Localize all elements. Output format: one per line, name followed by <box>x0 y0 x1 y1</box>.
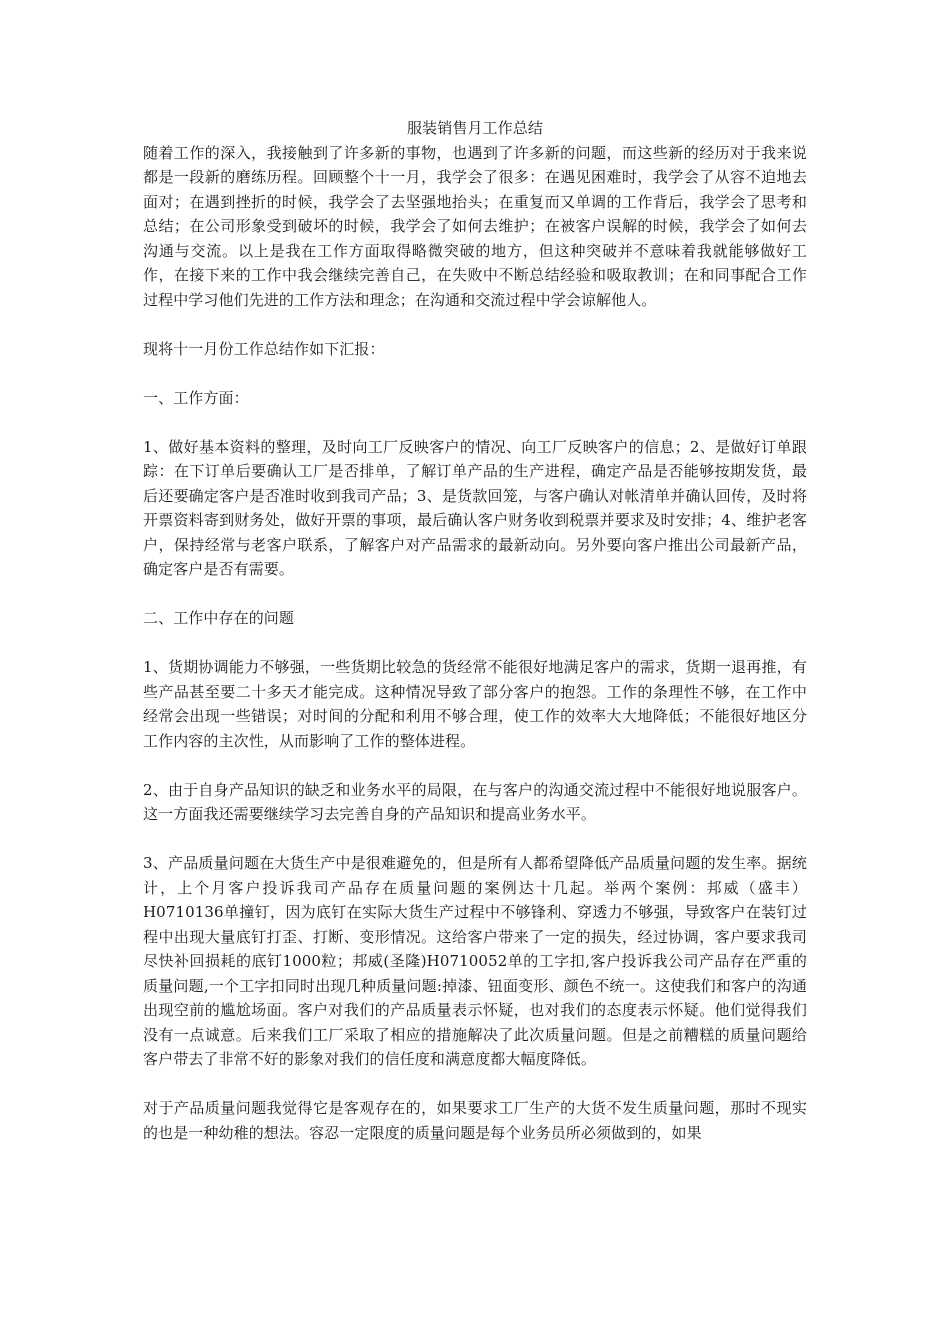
paragraph-intro: 随着工作的深入，我接触到了许多新的事物，也遇到了许多新的问题，而这些新的经历对于我来说都是一段新的磨练历程。回顾整个十一月，我学会了很多：在遇见困难时，我学会了从容不迫地去面对；在遇到挫折的时候，我学会了去坚强地抬头；在重复而又单调的工作背后，我学会了思考和总结；在公司形象受到破坏的时候，我学会了如何去维护；在被客户误解的时候，我学会了如何去沟通与交流。以上是我在工作方面取得略微突破的地方，但这种突破并不意味着我就能够做好工作，在接下来的工作中我会继续完善自己，在失败中不断总结经验和吸取教训；在和同事配合工作过程中学习他们先进的工作方法和理念；在沟通和交流过程中学会谅解他人。 <box>143 143 807 309</box>
paragraph-quality-view: 对于产品质量问题我觉得它是客观存在的，如果要求工厂生产的大货不发生质量问题，那时不现实的也是一种幼稚的想法。容忍一定限度的质量问题是每个业务员所必须做到的，如果 <box>143 1099 807 1142</box>
paragraph-problem-2: 2、由于自身产品知识的缺乏和业务水平的局限，在与客户的沟通交流过程中不能很好地说服客户。这一方面我还需要继续学习去完善自身的产品知识和提高业务水平。 <box>143 780 807 823</box>
paragraph-problem-1: 1、货期协调能力不够强，一些货期比较急的货经常不能很好地满足客户的需求，货期一退再推，有些产品甚至要二十多天才能完成。这种情况导致了部分客户的抱怨。工作的条理性不够，在工作中经常会出现一些错误；对时间的分配和利用不够合理，使工作的效率大大地降低；不能很好地区分工作内容的主次性，从而影响了工作的整体进程。 <box>143 658 807 750</box>
section-heading-problems: 二、工作中存在的问题 <box>143 609 295 627</box>
paragraph-work-items: 1、做好基本资料的整理，及时向工厂反映客户的情况、向工厂反映客户的信息；2、是做好订单跟踪：在下订单后要确认工厂是否排单，了解订单产品的生产进程，确定产品是否能够按期发货，最后还要确定客户是否准时收到我司产品；3、是货款回笼，与客户确认对帐清单并确认回传，及时将开票资料寄到财务处，做好开票的事项，最后确认客户财务收到税票并要求及时安排；4、维护老客户，保持经常与老客户联系，了解客户对产品需求的最新动向。另外要向客户推出公司最新产品，确定客户是否有需要。 <box>143 437 807 578</box>
document-body <box>143 116 807 1145</box>
paragraph-problem-3: 3、产品质量问题在大货生产中是很难避免的，但是所有人都希望降低产品质量问题的发生率。据统计，上个月客户投诉我司产品存在质量问题的案例达十几起。举两个案例：邦威（盛丰）H0710136单撞钉，因为底钉在实际大货生产过程中不够锋利、穿透力不够强，导致客户在装钉过程中出现大量底钉打歪、打断、变形情况。这给客户带来了一定的损失，经过协调，客户要求我司尽快补回损耗的底钉1000粒；邦威(圣隆)H0710052单的工字扣,客户投诉我公司产品存在严重的质量问题,一个工字扣同时出现几种质量问题:掉漆、钮面变形、颜色不统一。这使我们和客户的沟通出现空前的尴尬场面。客户对我们的产品质量表示怀疑，也对我们的态度表示怀疑。他们觉得我们没有一点诚意。后来我们工厂采取了相应的措施解决了此次质量问题。但是之前糟糕的质量问题给客户带去了非常不好的影象对我们的信任度和满意度都大幅度降低。 <box>143 854 807 1068</box>
paragraph-report-lead: 现将十一月份工作总结作如下汇报： <box>143 339 385 358</box>
section-heading-work: 一、工作方面： <box>143 388 249 407</box>
document-title: 服装销售月工作总结 <box>407 119 543 137</box>
